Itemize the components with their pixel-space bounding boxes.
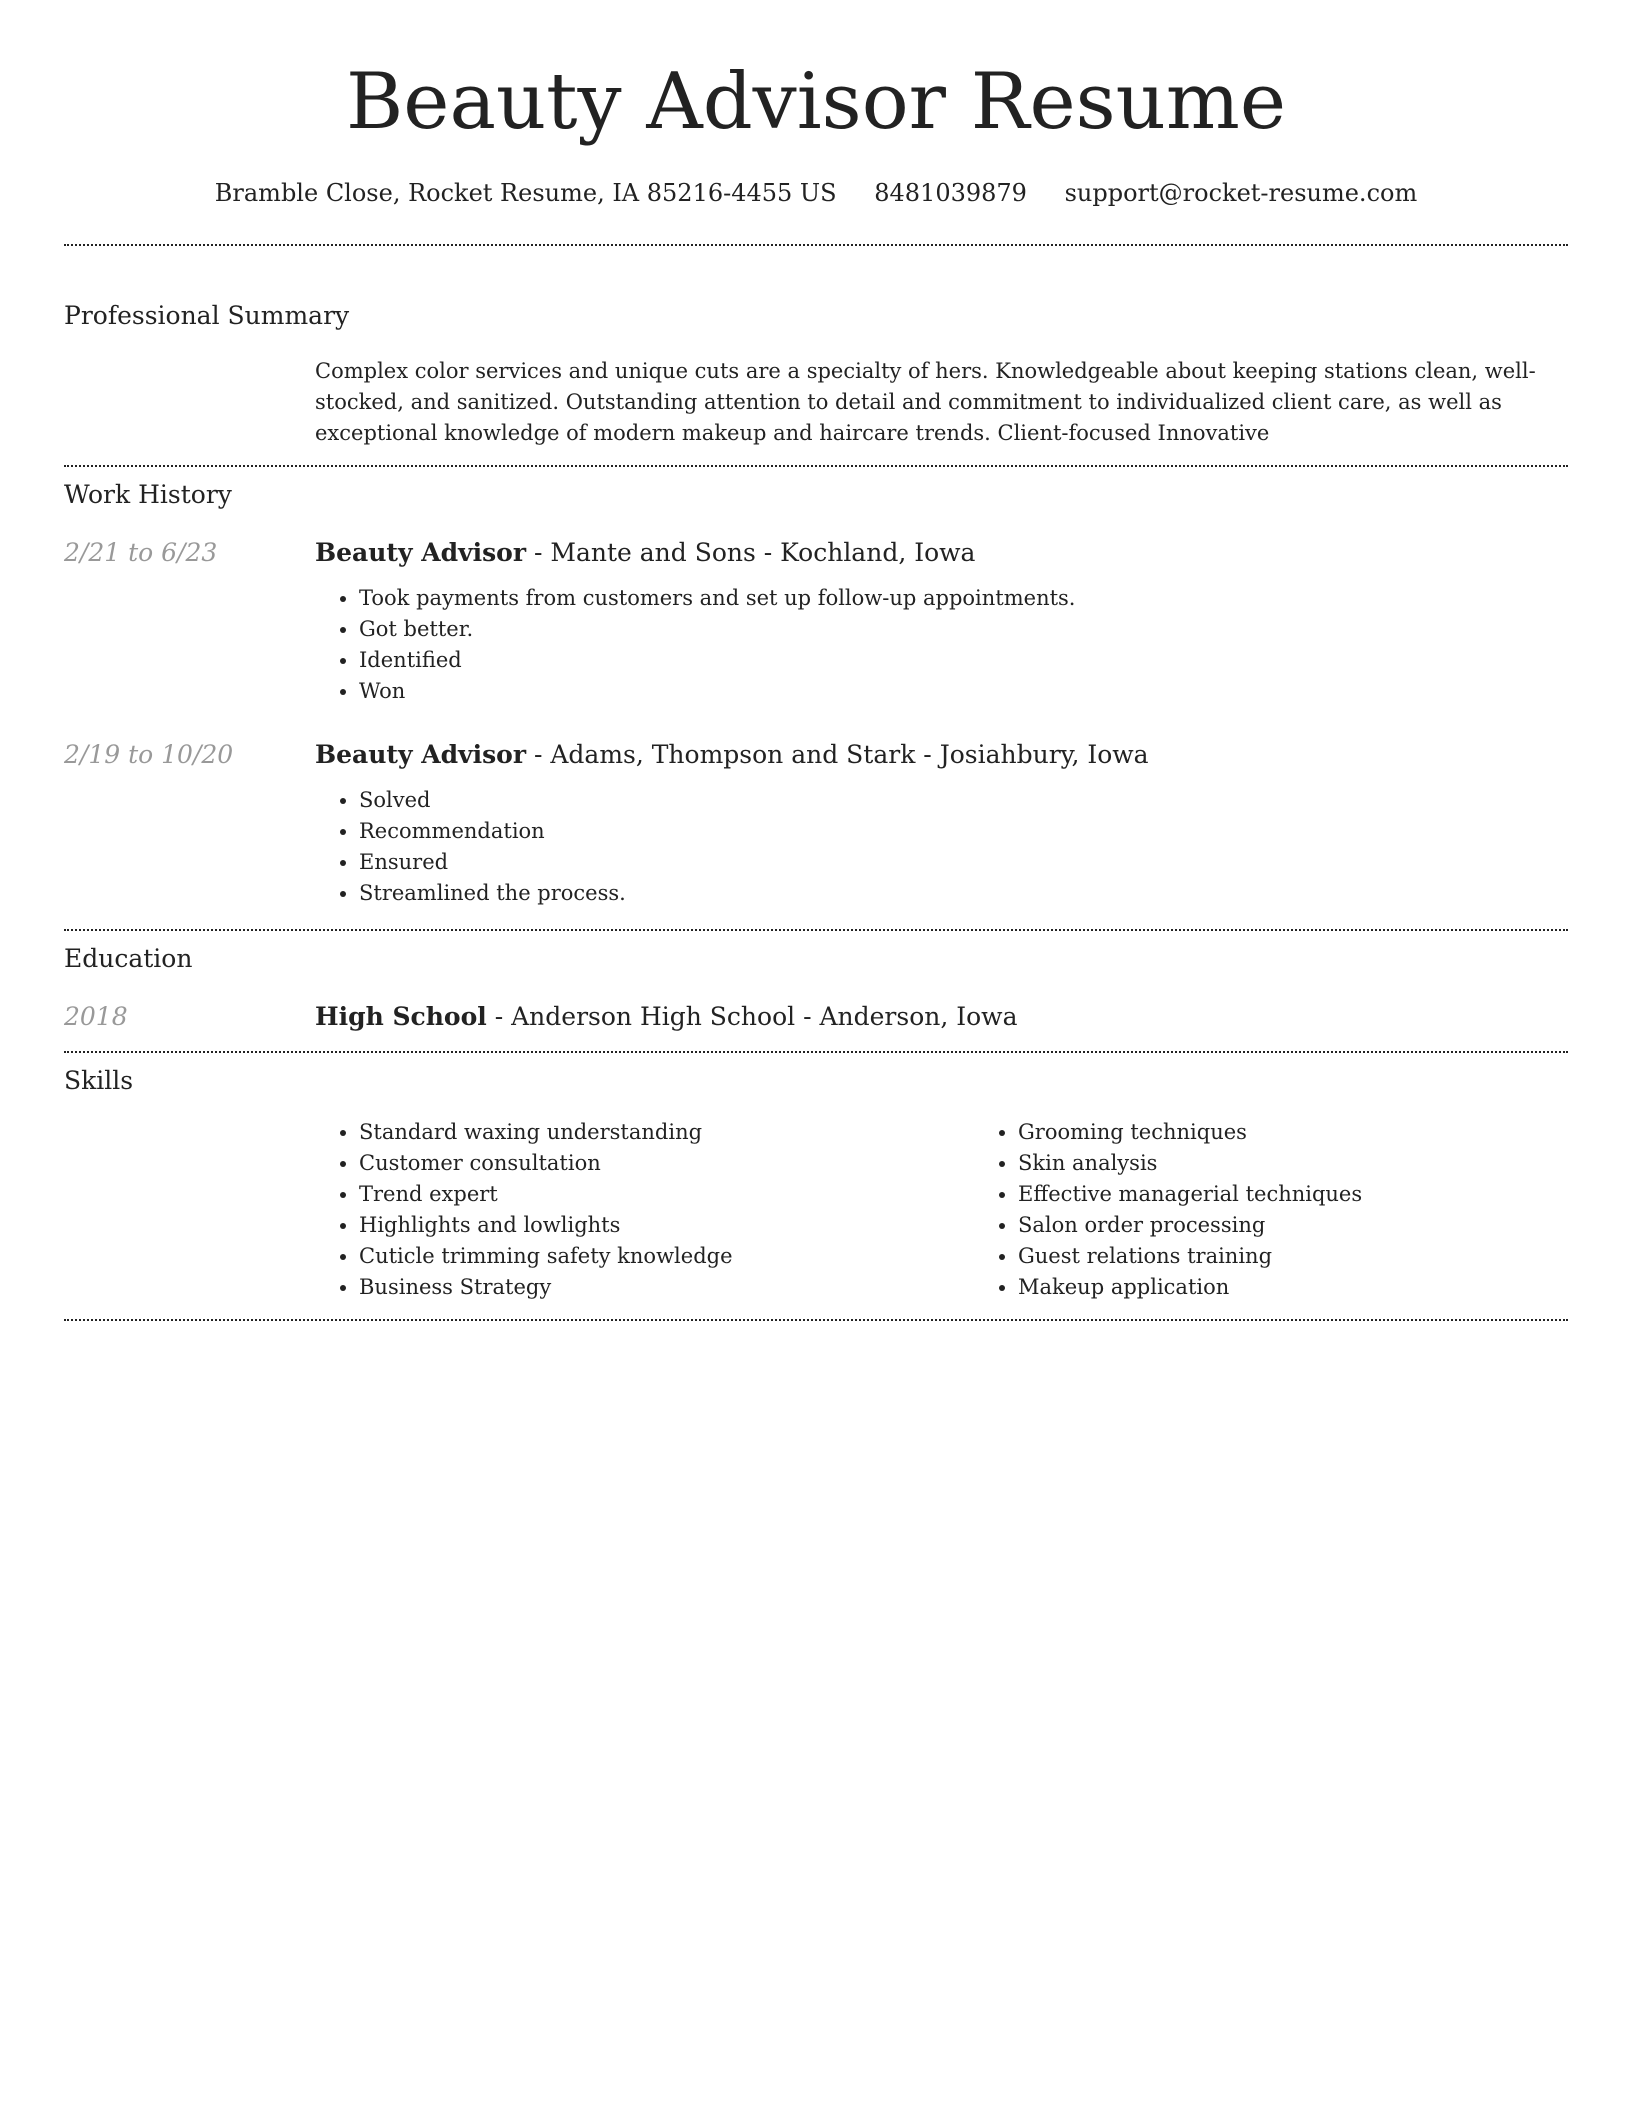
job-entry [64, 737, 1568, 909]
summary-heading: Professional Summary [64, 301, 350, 330]
summary-row [64, 356, 1568, 449]
job-details: - Mante and Sons - Kochland, Iowa [526, 538, 976, 567]
education-body [315, 999, 1568, 1035]
resume-content [64, 0, 1568, 1321]
list-item: • Makeup application [1018, 1272, 1632, 1303]
skills-section [64, 1063, 1568, 1303]
job-title [315, 737, 1568, 773]
education-details: - Anderson High School - Anderson, Iowa [486, 1002, 1018, 1031]
list-item: • Won [359, 676, 1568, 707]
skills-list-right [974, 1117, 1632, 1303]
job-dates: 2/19 to 10/20 [64, 740, 234, 769]
job-bullets [315, 583, 1568, 707]
summary-section [64, 298, 1568, 449]
skills-spacer [64, 1117, 315, 1303]
divider [64, 244, 1568, 246]
job-bullets [315, 785, 1568, 909]
job-role: Beauty Advisor [315, 538, 527, 567]
contact-phone: 8481039879 [874, 179, 1027, 207]
contact-line [64, 176, 1568, 210]
list-item: • Cuticle trimming safety knowledge [359, 1241, 974, 1272]
list-item: • Skin analysis [1018, 1148, 1632, 1179]
list-item: • Customer consultation [359, 1148, 974, 1179]
skills-list-left [315, 1117, 974, 1303]
resume-title: Beauty Advisor Resume [345, 57, 1287, 147]
contact-email: support@rocket-resume.com [1064, 179, 1418, 207]
skills-row [64, 1117, 1568, 1303]
list-item: • Effective managerial techniques [1018, 1179, 1632, 1210]
skills-heading: Skills [64, 1066, 134, 1095]
job-dates: 2/21 to 6/23 [64, 538, 218, 567]
job-details: - Adams, Thompson and Stark - Josiahbury, Iowa [526, 740, 1149, 769]
summary-body [315, 356, 1568, 449]
job-body [315, 535, 1568, 707]
list-item: • Got better. [359, 614, 1568, 645]
divider [64, 929, 1568, 931]
education-title [315, 999, 1568, 1035]
job-role: Beauty Advisor [315, 740, 527, 769]
divider [64, 465, 1568, 467]
divider [64, 1051, 1568, 1053]
list-item: • Trend expert [359, 1179, 974, 1210]
list-item: • Highlights and lowlights [359, 1210, 974, 1241]
contact-address: Bramble Close, Rocket Resume, IA 85216-4455 US [214, 179, 837, 207]
divider [64, 1319, 1568, 1321]
education-year: 2018 [64, 1002, 128, 1031]
list-item: • Ensured [359, 847, 1568, 878]
job-title [315, 535, 1568, 571]
education-degree: High School [315, 1002, 487, 1031]
job-entry [64, 535, 1568, 707]
list-item: • Guest relations training [1018, 1241, 1632, 1272]
education-section [64, 941, 1568, 1035]
list-item: • Took payments from customers and set up follow-up appointments. [359, 583, 1568, 614]
job-body [315, 737, 1568, 909]
list-item: • Business Strategy [359, 1272, 974, 1303]
education-heading: Education [64, 944, 193, 973]
work-heading: Work History [64, 480, 232, 509]
skills-columns [315, 1117, 1632, 1303]
education-entry [64, 999, 1568, 1035]
list-item: • Solved [359, 785, 1568, 816]
list-item: • Grooming techniques [1018, 1117, 1632, 1148]
summary-spacer [64, 356, 315, 449]
list-item: • Salon order processing [1018, 1210, 1632, 1241]
summary-text: Complex color services and unique cuts are a specialty of hers. Knowledgeable about keeping stations clean, well-stocked, and sanitized. Outstanding attention to detail and commitment to individualized client care, as well as exceptional knowledge of modern makeup and haircare trends. Client-focused Innovative [315, 359, 1536, 445]
list-item: • Streamlined the process. [359, 878, 1568, 909]
list-item: • Identified [359, 645, 1568, 676]
list-item: • Recommendation [359, 816, 1568, 847]
work-section [64, 477, 1568, 909]
list-item: • Standard waxing understanding [359, 1117, 974, 1148]
